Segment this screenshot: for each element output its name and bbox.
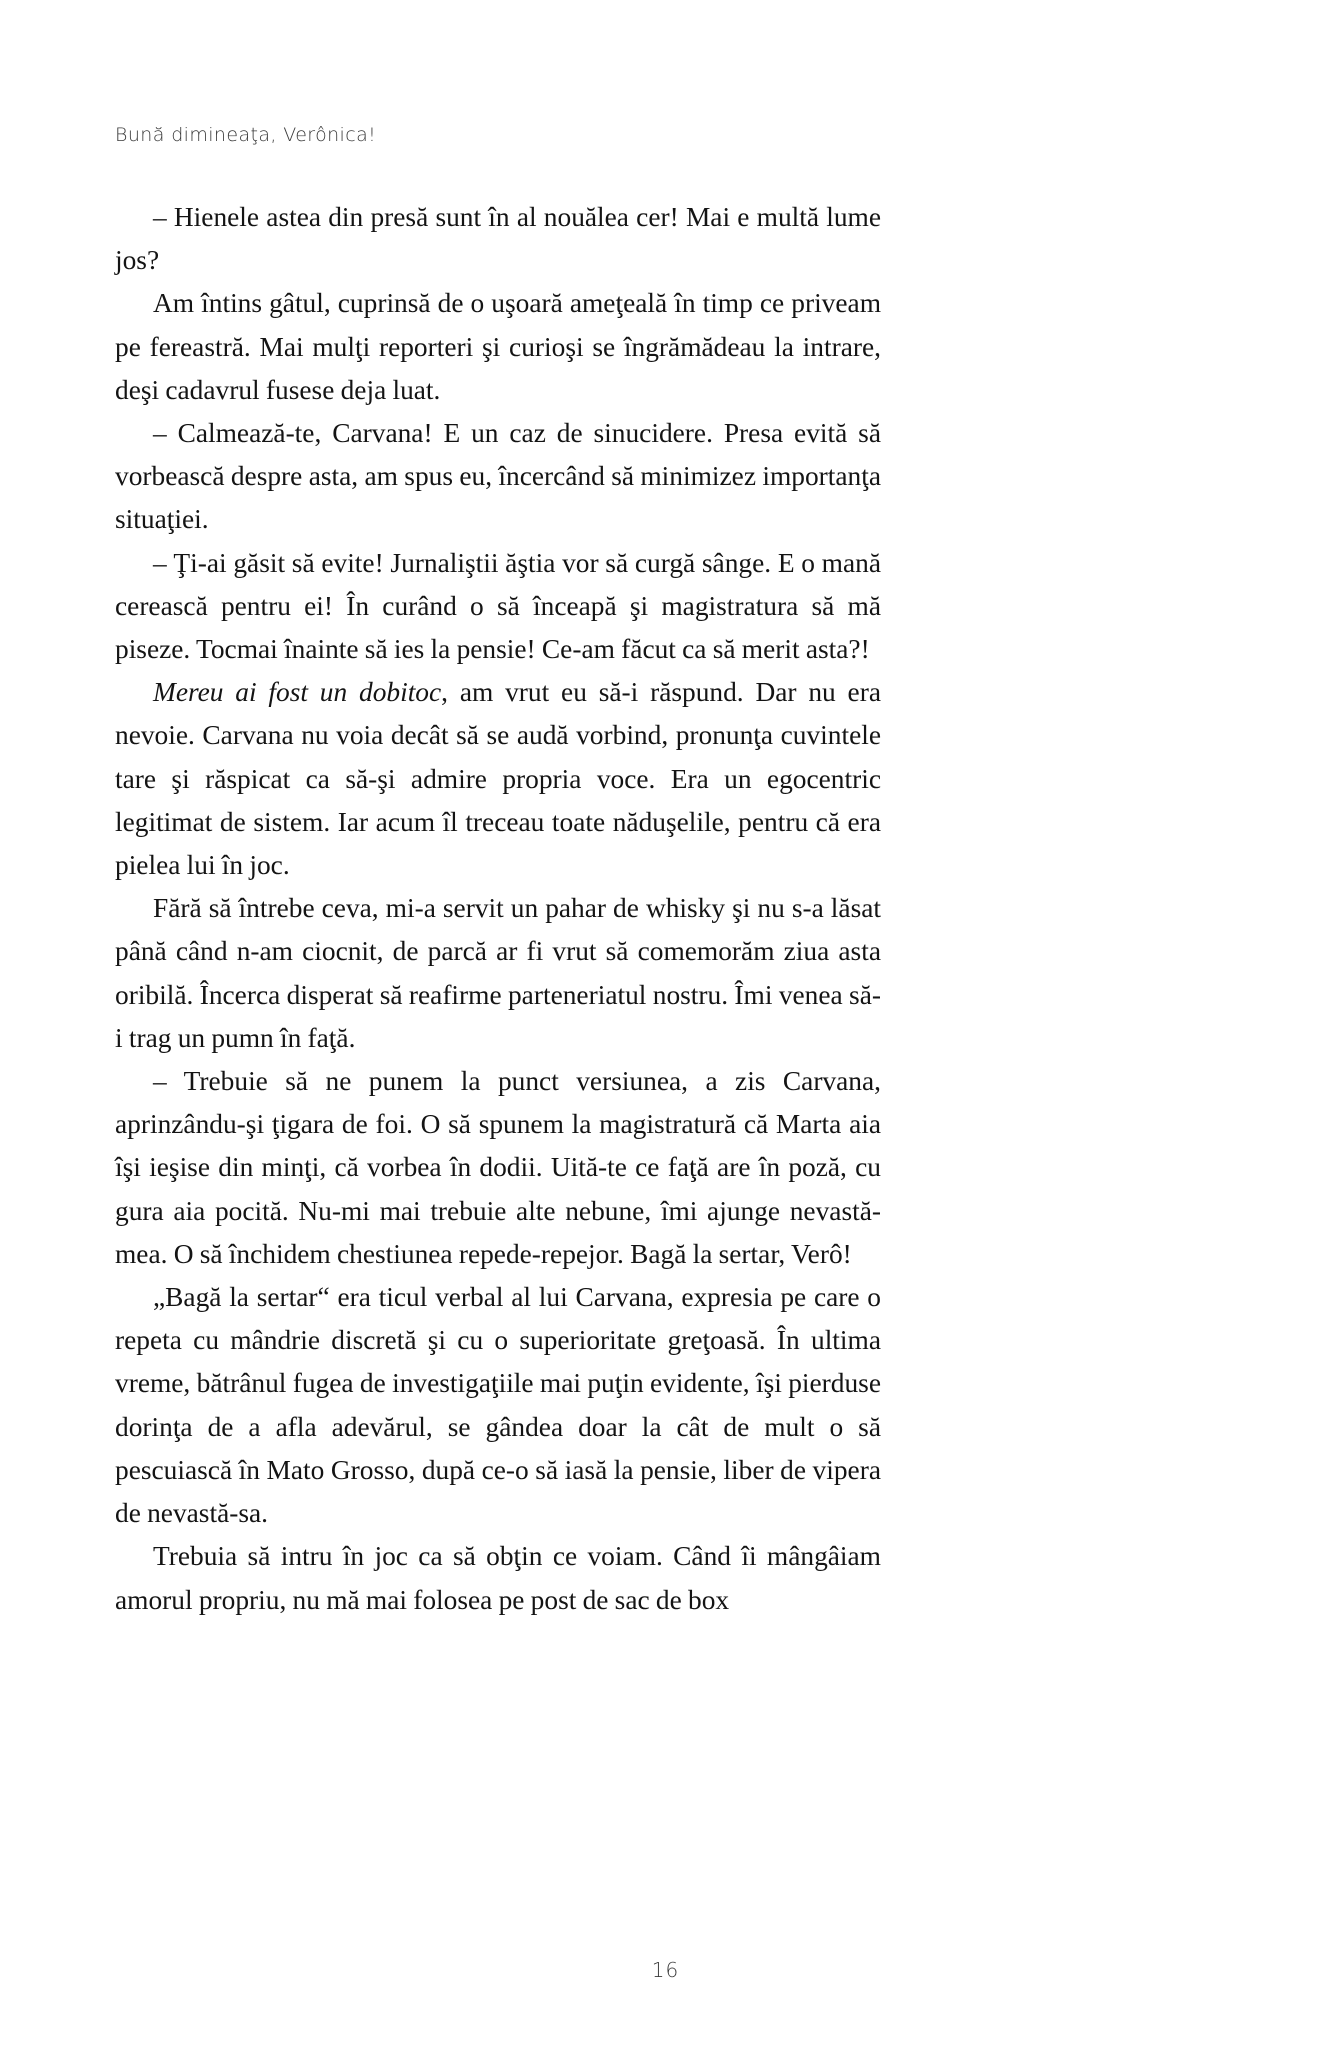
paragraph: – Calmează-te, Carvana! E un caz de sinucidere. Presa evită să vorbească despre asta, am spus eu, încercând să minimizez importanţa situaţiei.	[115, 418, 881, 535]
paragraph: Trebuia să intru în joc ca să obţin ce voiam. Când îi mângâiam amorul propriu, nu mă mai folosea pe post de sac de box	[115, 1541, 881, 1615]
paragraph: Am întins gâtul, cuprinsă de o uşoară ameţeală în timp ce priveam pe fereastră. Mai mulţi reporteri şi curioşi se îngrămădeau la intrare, deşi cadavrul fusese deja luat.	[115, 288, 881, 405]
paragraph: „Bagă la sertar“ era ticul verbal al lui Carvana, expresia pe care o repeta cu mândrie discretă şi cu o superioritate greţoasă. În ultima vreme, bătrânul fugea de investigaţiile mai puţin evidente, îşi pierduse dorinţa de a afla adevărul, se gândea doar la cât de mult o să pescuiască în Mato Grosso, după ce-o să iasă la pensie, liber de vipera de nevastă-sa.	[115, 1282, 881, 1529]
running-head: Bună dimineaţa, Verônica!	[115, 124, 377, 146]
page-number: 16	[651, 1958, 680, 1982]
paragraph: – Trebuie să ne punem la punct versiunea, a zis Carvana, aprinzându-şi ţigara de foi. O să spunem la magistratură că Marta aia îşi ieşise din minţi, că vorbea în dodii. Uită-te ce faţă are în poză, cu gura aia pocită. Nu-mi mai trebuie alte nebune, îmi ajunge nevastă-mea. O să închidem chestiunea repede-repejor. Bagă la sertar, Verô!	[115, 1066, 881, 1269]
paragraph: Fără să întrebe ceva, mi-a servit un pahar de whisky şi nu s-a lăsat până când n-am ciocnit, de parcă ar fi vrut să comemorăm ziua asta oribilă. Încerca disperat să reafirme parteneriatul nostru. Îmi venea să-i trag un pumn în faţă.	[115, 893, 881, 1053]
body-text	[115, 196, 881, 1622]
paragraph-with-italic	[115, 671, 881, 887]
italic-phrase: Mereu ai fost un dobitoc	[153, 677, 442, 708]
paragraph-remainder: , am vrut eu să-i răspund. Dar nu era nevoie. Carvana nu voia decât să se audă vorbind, pronunţa cuvintele tare şi răspicat ca să-şi admire propria voce. Era un egocentric legitimat de sistem. Iar acum îl treceau toate năduşelile, pentru că era pielea lui în joc.	[115, 677, 881, 881]
paragraph: – Hienele astea din presă sunt în al nouălea cer! Mai e multă lume jos?	[115, 202, 881, 276]
paragraph: – Ţi-ai găsit să evite! Jurnaliştii ăştia vor să curgă sânge. E o mană cerească pentru ei! În curând o să înceapă şi magistratura să mă piseze. Tocmai înainte să ies la pensie! Ce-am făcut ca să merit asta?!	[115, 547, 881, 665]
